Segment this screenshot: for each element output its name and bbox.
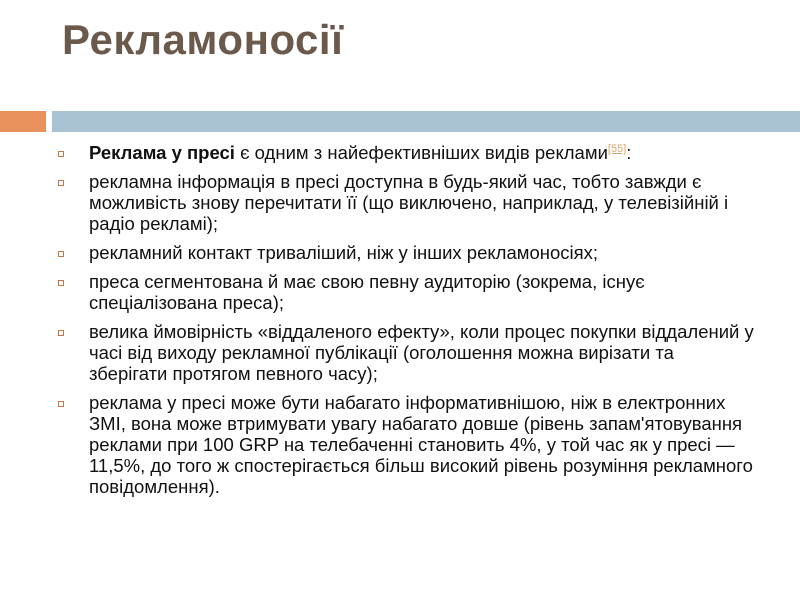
bullet-tail: : xyxy=(626,142,632,163)
bullet-item-6 xyxy=(56,392,756,497)
square-bullet-icon xyxy=(58,280,64,286)
square-bullet-icon xyxy=(58,151,64,157)
bullet-item-2 xyxy=(56,171,756,234)
bullet-item-4 xyxy=(56,271,756,313)
title-divider-bar xyxy=(52,111,800,132)
bullet-text: реклама у пресі може бути набагато інформативнішою, ніж в електронних ЗМІ, вона може втримувати увагу набагато довше (рівень запам'ятовування реклами при 100 GRP на телебаченні становить 4%, у той час як у пресі — 11,5%, до того ж спостерігається більш високий рівень розуміння рекламного повідомлення). xyxy=(89,392,753,497)
bullet-text: рекламна інформація в пресі доступна в будь-який час, тобто завжди є можливість знову перечитати її (що виключено, наприклад, у телевізійній і радіо рекламі); xyxy=(89,171,729,234)
bullet-text: рекламний контакт триваліший, ніж у інших рекламоносіях; xyxy=(89,242,599,263)
square-bullet-icon xyxy=(58,330,64,336)
bullet-item-3 xyxy=(56,242,756,263)
square-bullet-icon xyxy=(58,401,64,407)
slide-title: Рекламоносії xyxy=(62,16,344,63)
accent-bar xyxy=(0,111,46,132)
bullet-text: преса сегментована й має свою певну аудиторію (зокрема, існує спеціалізована преса); xyxy=(89,271,645,313)
bullet-text: велика ймовірність «віддаленого ефекту», коли процес покупки віддалений у часі від виходу рекламної публікації (оголошення можна вирізати та зберігати протягом певного часу); xyxy=(89,321,754,384)
bullet-item-1 xyxy=(56,142,756,163)
square-bullet-icon xyxy=(58,180,64,186)
square-bullet-icon xyxy=(58,251,64,257)
reference-link[interactable]: [55] xyxy=(607,142,627,155)
bullet-text: є одним з найефективніших видів реклами xyxy=(234,142,608,163)
bullet-item-5 xyxy=(56,321,756,384)
bullet-lead-bold: Реклама у пресі xyxy=(89,142,235,163)
bullet-list xyxy=(56,142,756,505)
